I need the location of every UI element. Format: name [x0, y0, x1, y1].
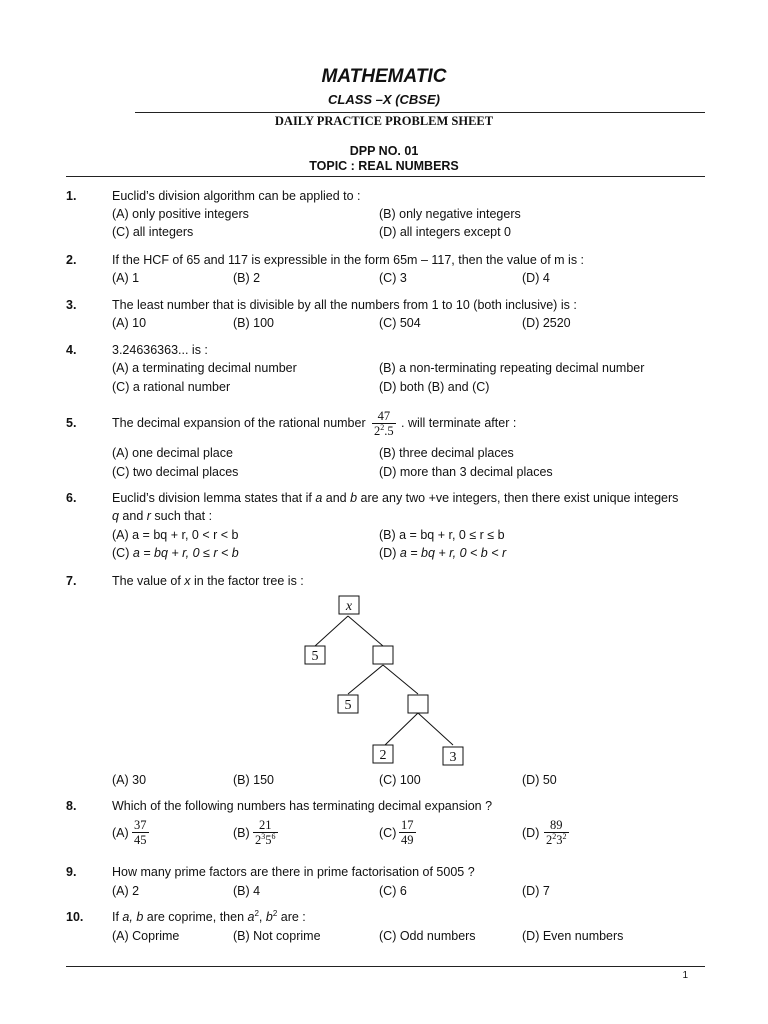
tree-edge [315, 616, 348, 646]
class-line: CLASS –X (CBSE) [328, 92, 440, 107]
option-b: (B) a = bq + r, 0 ≤ r ≤ b [379, 528, 505, 542]
option-a: (A) Coprime [112, 929, 180, 943]
question-number: 3. [66, 298, 77, 312]
option-d: (D) more than 3 decimal places [379, 465, 553, 479]
header-rule [135, 112, 705, 113]
option-b: (B) 4 [233, 884, 261, 898]
option-b: (B) three decimal places [379, 446, 514, 460]
tree-label-2: 2 [379, 748, 387, 763]
option-c: (C) a rational number [112, 380, 231, 394]
question-number: 2. [66, 253, 77, 267]
tree-edge [385, 713, 418, 745]
question-text-line-2: q and r such that : [112, 509, 213, 523]
option-c: (C) a = bq + r, 0 ≤ r < b [112, 546, 239, 560]
question-text-line-1: Euclid’s division lemma states that if a and b are any two +ve integers, then there exist unique integers [112, 491, 679, 505]
option-a: (A) 30 [112, 773, 147, 787]
question-number: 1. [66, 189, 77, 203]
option-d: (D) both (B) and (C) [379, 380, 490, 394]
tree-label-5-a: 5 [311, 649, 319, 664]
tree-label-root: x [345, 599, 353, 614]
option-d: (D) Even numbers [522, 929, 624, 943]
dpp-number: DPP NO. 01 [349, 144, 419, 158]
option-d: (D) 7 [522, 884, 550, 898]
question-text: Euclid’s division algorithm can be applied to : [112, 189, 361, 203]
option-a: (A) a = bq + r, 0 < r < b [112, 528, 239, 542]
option-c-fraction: $\frac{17}{49}$ [401, 818, 414, 847]
option-c: (C) 6 [379, 884, 407, 898]
option-b: (B) Not coprime [233, 929, 321, 943]
option-a: (A) a terminating decimal number [112, 361, 297, 375]
question-number: 10. [66, 910, 84, 924]
page-title: MATHEMATIC [321, 66, 447, 87]
question-number: 9. [66, 865, 77, 879]
tree-edge [418, 713, 453, 745]
question-text-post: . will terminate after : [401, 416, 517, 430]
tree-edge [348, 665, 383, 694]
option-d-label: (D) [522, 826, 540, 840]
option-b: (B) a non-terminating repeating decimal number [379, 361, 645, 375]
sheet-title: DAILY PRACTICE PROBLEM SHEET [274, 114, 494, 128]
topic-rule [66, 176, 705, 177]
factor-tree-diagram [290, 590, 480, 770]
option-b: (B) only negative integers [379, 207, 521, 221]
option-a: (A) 2 [112, 884, 140, 898]
fraction [372, 409, 396, 438]
footer-rule [66, 966, 705, 967]
question-text: Which of the following numbers has terminating decimal expansion ? [112, 799, 493, 813]
fraction-denominator: $2^2.5$ [374, 422, 394, 438]
option-a: (A) only positive integers [112, 207, 249, 221]
option-a-label: (A) [112, 826, 129, 840]
option-c: (C) 3 [379, 271, 407, 285]
question-text: If the HCF of 65 and 117 is expressible in the form 65m – 117, then the value of m is : [112, 253, 585, 267]
tree-edge [348, 616, 383, 646]
option-b-label: (B) [233, 826, 250, 840]
option-a-fraction: $\frac{37}{45}$ [134, 818, 147, 847]
option-c: (C) 504 [379, 316, 421, 330]
option-b: (B) 2 [233, 271, 261, 285]
option-c: (C) 100 [379, 773, 421, 787]
option-b-fraction: $\frac{21}{2^35^6}$ [255, 818, 276, 847]
option-c: (C) two decimal places [112, 465, 239, 479]
option-c-label: (C) [379, 826, 397, 840]
fraction-numerator: 47 [377, 409, 391, 423]
question-number: 8. [66, 799, 77, 813]
page-number: 1 [682, 970, 688, 981]
option-d: (D) all integers except 0 [379, 225, 512, 239]
question-number: 6. [66, 491, 77, 505]
option-d: (D) 50 [522, 773, 557, 787]
option-d: (D) a = bq + r, 0 < b < r [379, 546, 507, 560]
question-text: The least number that is divisible by all the numbers from 1 to 10 (both inclusive) is : [112, 298, 577, 312]
option-c: (C) all integers [112, 225, 194, 239]
tree-node-empty-b [408, 695, 428, 713]
option-d: (D) 4 [522, 271, 550, 285]
tree-node-empty-a [373, 646, 393, 664]
tree-label-5-b: 5 [344, 698, 352, 713]
option-b: (B) 100 [233, 316, 274, 330]
tree-edge [383, 665, 418, 694]
option-b: (B) 150 [233, 773, 274, 787]
tree-label-3: 3 [449, 750, 457, 765]
question-text: The decimal expansion of the rational number [112, 416, 366, 430]
option-d: (D) 2520 [522, 316, 571, 330]
option-c: (C) Odd numbers [379, 929, 476, 943]
option-d-fraction: $\frac{89}{2^23^2}$ [546, 818, 567, 847]
question-number: 5. [66, 416, 77, 430]
question-text: If a, b are coprime, then $a^2$, $b^2$ are : [112, 908, 306, 924]
question-number: 4. [66, 343, 77, 357]
question-text: 3.24636363... is : [112, 343, 208, 357]
topic-line: TOPIC : REAL NUMBERS [309, 159, 459, 173]
option-a: (A) 10 [112, 316, 147, 330]
option-a: (A) 1 [112, 271, 140, 285]
question-text: The value of x in the factor tree is : [112, 574, 304, 588]
question-text: How many prime factors are there in prime factorisation of 5005 ? [112, 865, 475, 879]
question-number: 7. [66, 574, 77, 588]
option-a: (A) one decimal place [112, 446, 233, 460]
